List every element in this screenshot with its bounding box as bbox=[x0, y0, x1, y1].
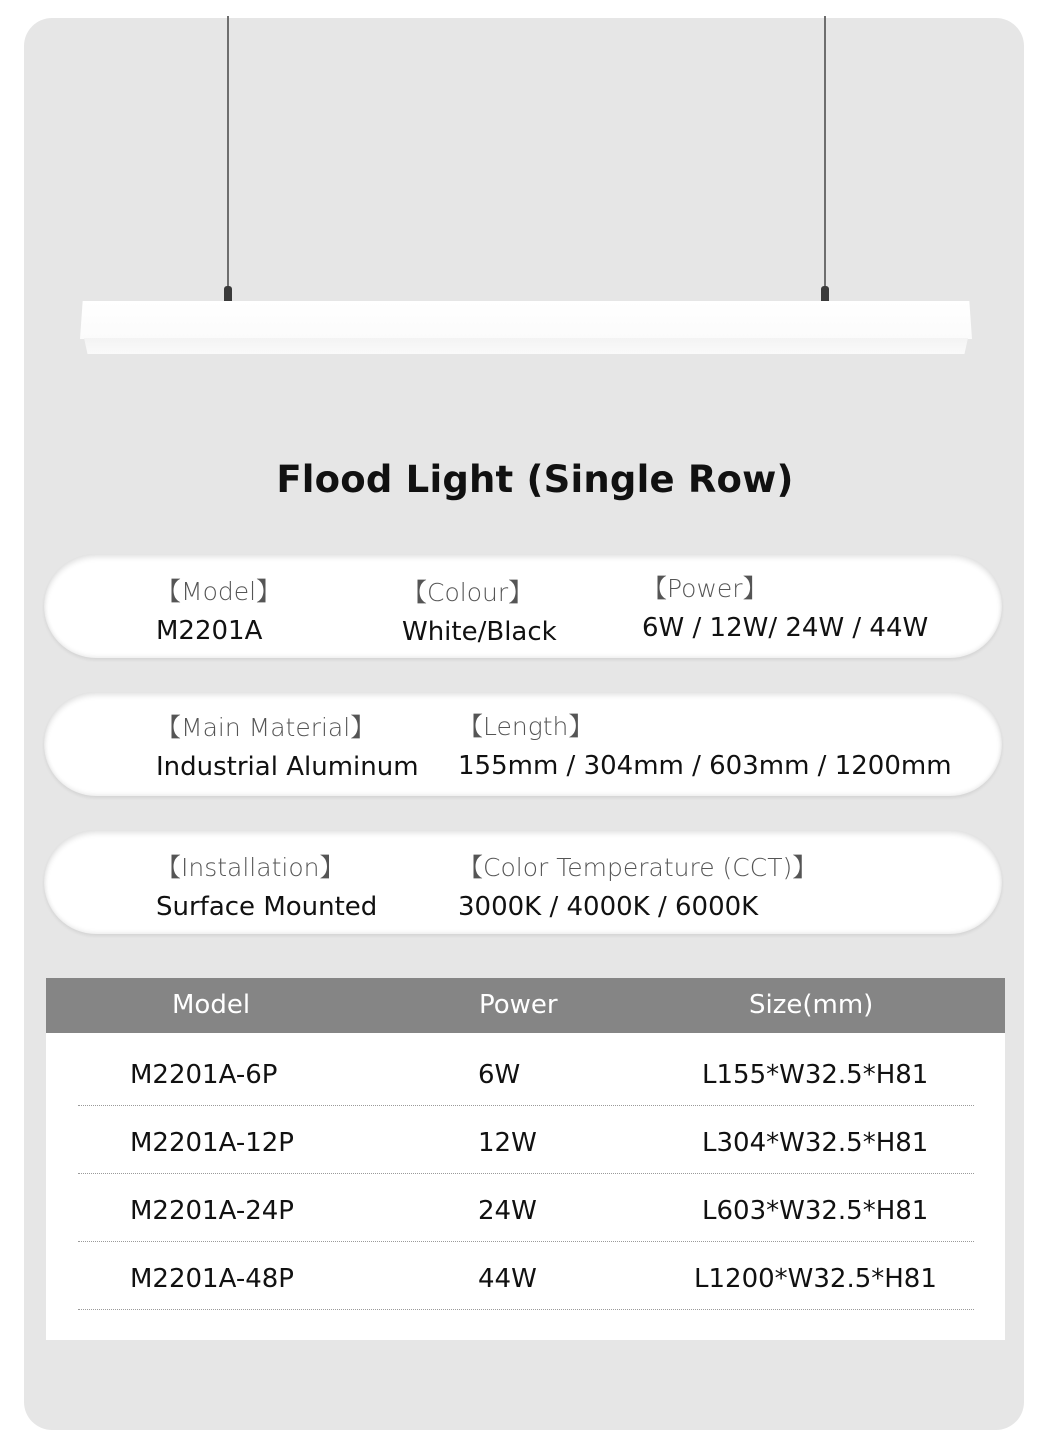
table-row bbox=[78, 1174, 974, 1242]
spec-label: 【Power】 bbox=[642, 574, 768, 603]
cell-size: L1200*W32.5*H81 bbox=[694, 1264, 937, 1294]
spec-colour bbox=[402, 573, 557, 647]
spec-value: White/Black bbox=[402, 617, 557, 647]
light-bar-body bbox=[80, 301, 972, 339]
page-title: Flood Light (Single Row) bbox=[276, 458, 794, 501]
spec-label: 【Length】 bbox=[458, 712, 594, 741]
table-row bbox=[78, 1106, 974, 1174]
spec-cct bbox=[458, 848, 817, 922]
cell-size: L155*W32.5*H81 bbox=[702, 1060, 929, 1090]
product-image bbox=[0, 0, 1060, 420]
wire-clip-left-icon bbox=[224, 286, 232, 302]
cell-model: M2201A-48P bbox=[130, 1264, 294, 1294]
table-row bbox=[78, 1242, 974, 1310]
cell-power: 6W bbox=[478, 1060, 521, 1090]
column-header-power: Power bbox=[479, 990, 558, 1020]
model-spec-table bbox=[46, 978, 1005, 1340]
spec-value: 3000K / 4000K / 6000K bbox=[458, 892, 759, 922]
spec-value: 155mm / 304mm / 603mm / 1200mm bbox=[458, 751, 952, 781]
spec-pill-basic bbox=[44, 554, 1002, 658]
spec-model bbox=[156, 572, 281, 646]
suspension-wire-right bbox=[824, 16, 826, 292]
spec-value: 6W / 12W/ 24W / 44W bbox=[642, 613, 929, 643]
cell-power: 24W bbox=[478, 1196, 537, 1226]
wire-clip-right-icon bbox=[821, 286, 829, 302]
table-row bbox=[78, 1038, 974, 1106]
spec-label: 【Main Material】 bbox=[156, 713, 376, 742]
cell-model: M2201A-12P bbox=[130, 1128, 294, 1158]
suspension-wire-left bbox=[227, 16, 229, 292]
spec-power bbox=[642, 569, 928, 643]
cell-power: 12W bbox=[478, 1128, 537, 1158]
spec-pill-material bbox=[44, 692, 1002, 796]
light-bar-diffuser bbox=[84, 338, 968, 354]
spec-value: Surface Mounted bbox=[156, 892, 378, 922]
cell-size: L304*W32.5*H81 bbox=[702, 1128, 929, 1158]
spec-main-material bbox=[156, 708, 419, 782]
spec-value: M2201A bbox=[156, 616, 263, 646]
cell-size: L603*W32.5*H81 bbox=[702, 1196, 929, 1226]
cell-model: M2201A-6P bbox=[130, 1060, 278, 1090]
cell-power: 44W bbox=[478, 1264, 537, 1294]
column-header-size: Size(mm) bbox=[749, 990, 874, 1020]
spec-value: Industrial Aluminum bbox=[156, 752, 419, 782]
spec-label: 【Installation】 bbox=[156, 853, 345, 882]
table-header bbox=[46, 978, 1005, 1033]
column-header-model: Model bbox=[172, 990, 251, 1020]
spec-label: 【Model】 bbox=[156, 577, 282, 606]
spec-label: 【Colour】 bbox=[402, 578, 534, 607]
cell-model: M2201A-24P bbox=[130, 1196, 294, 1226]
spec-installation bbox=[156, 848, 377, 922]
spec-label: 【Color Temperature (CCT)】 bbox=[458, 853, 818, 882]
spec-pill-installation bbox=[44, 830, 1002, 934]
spec-length bbox=[458, 707, 952, 781]
